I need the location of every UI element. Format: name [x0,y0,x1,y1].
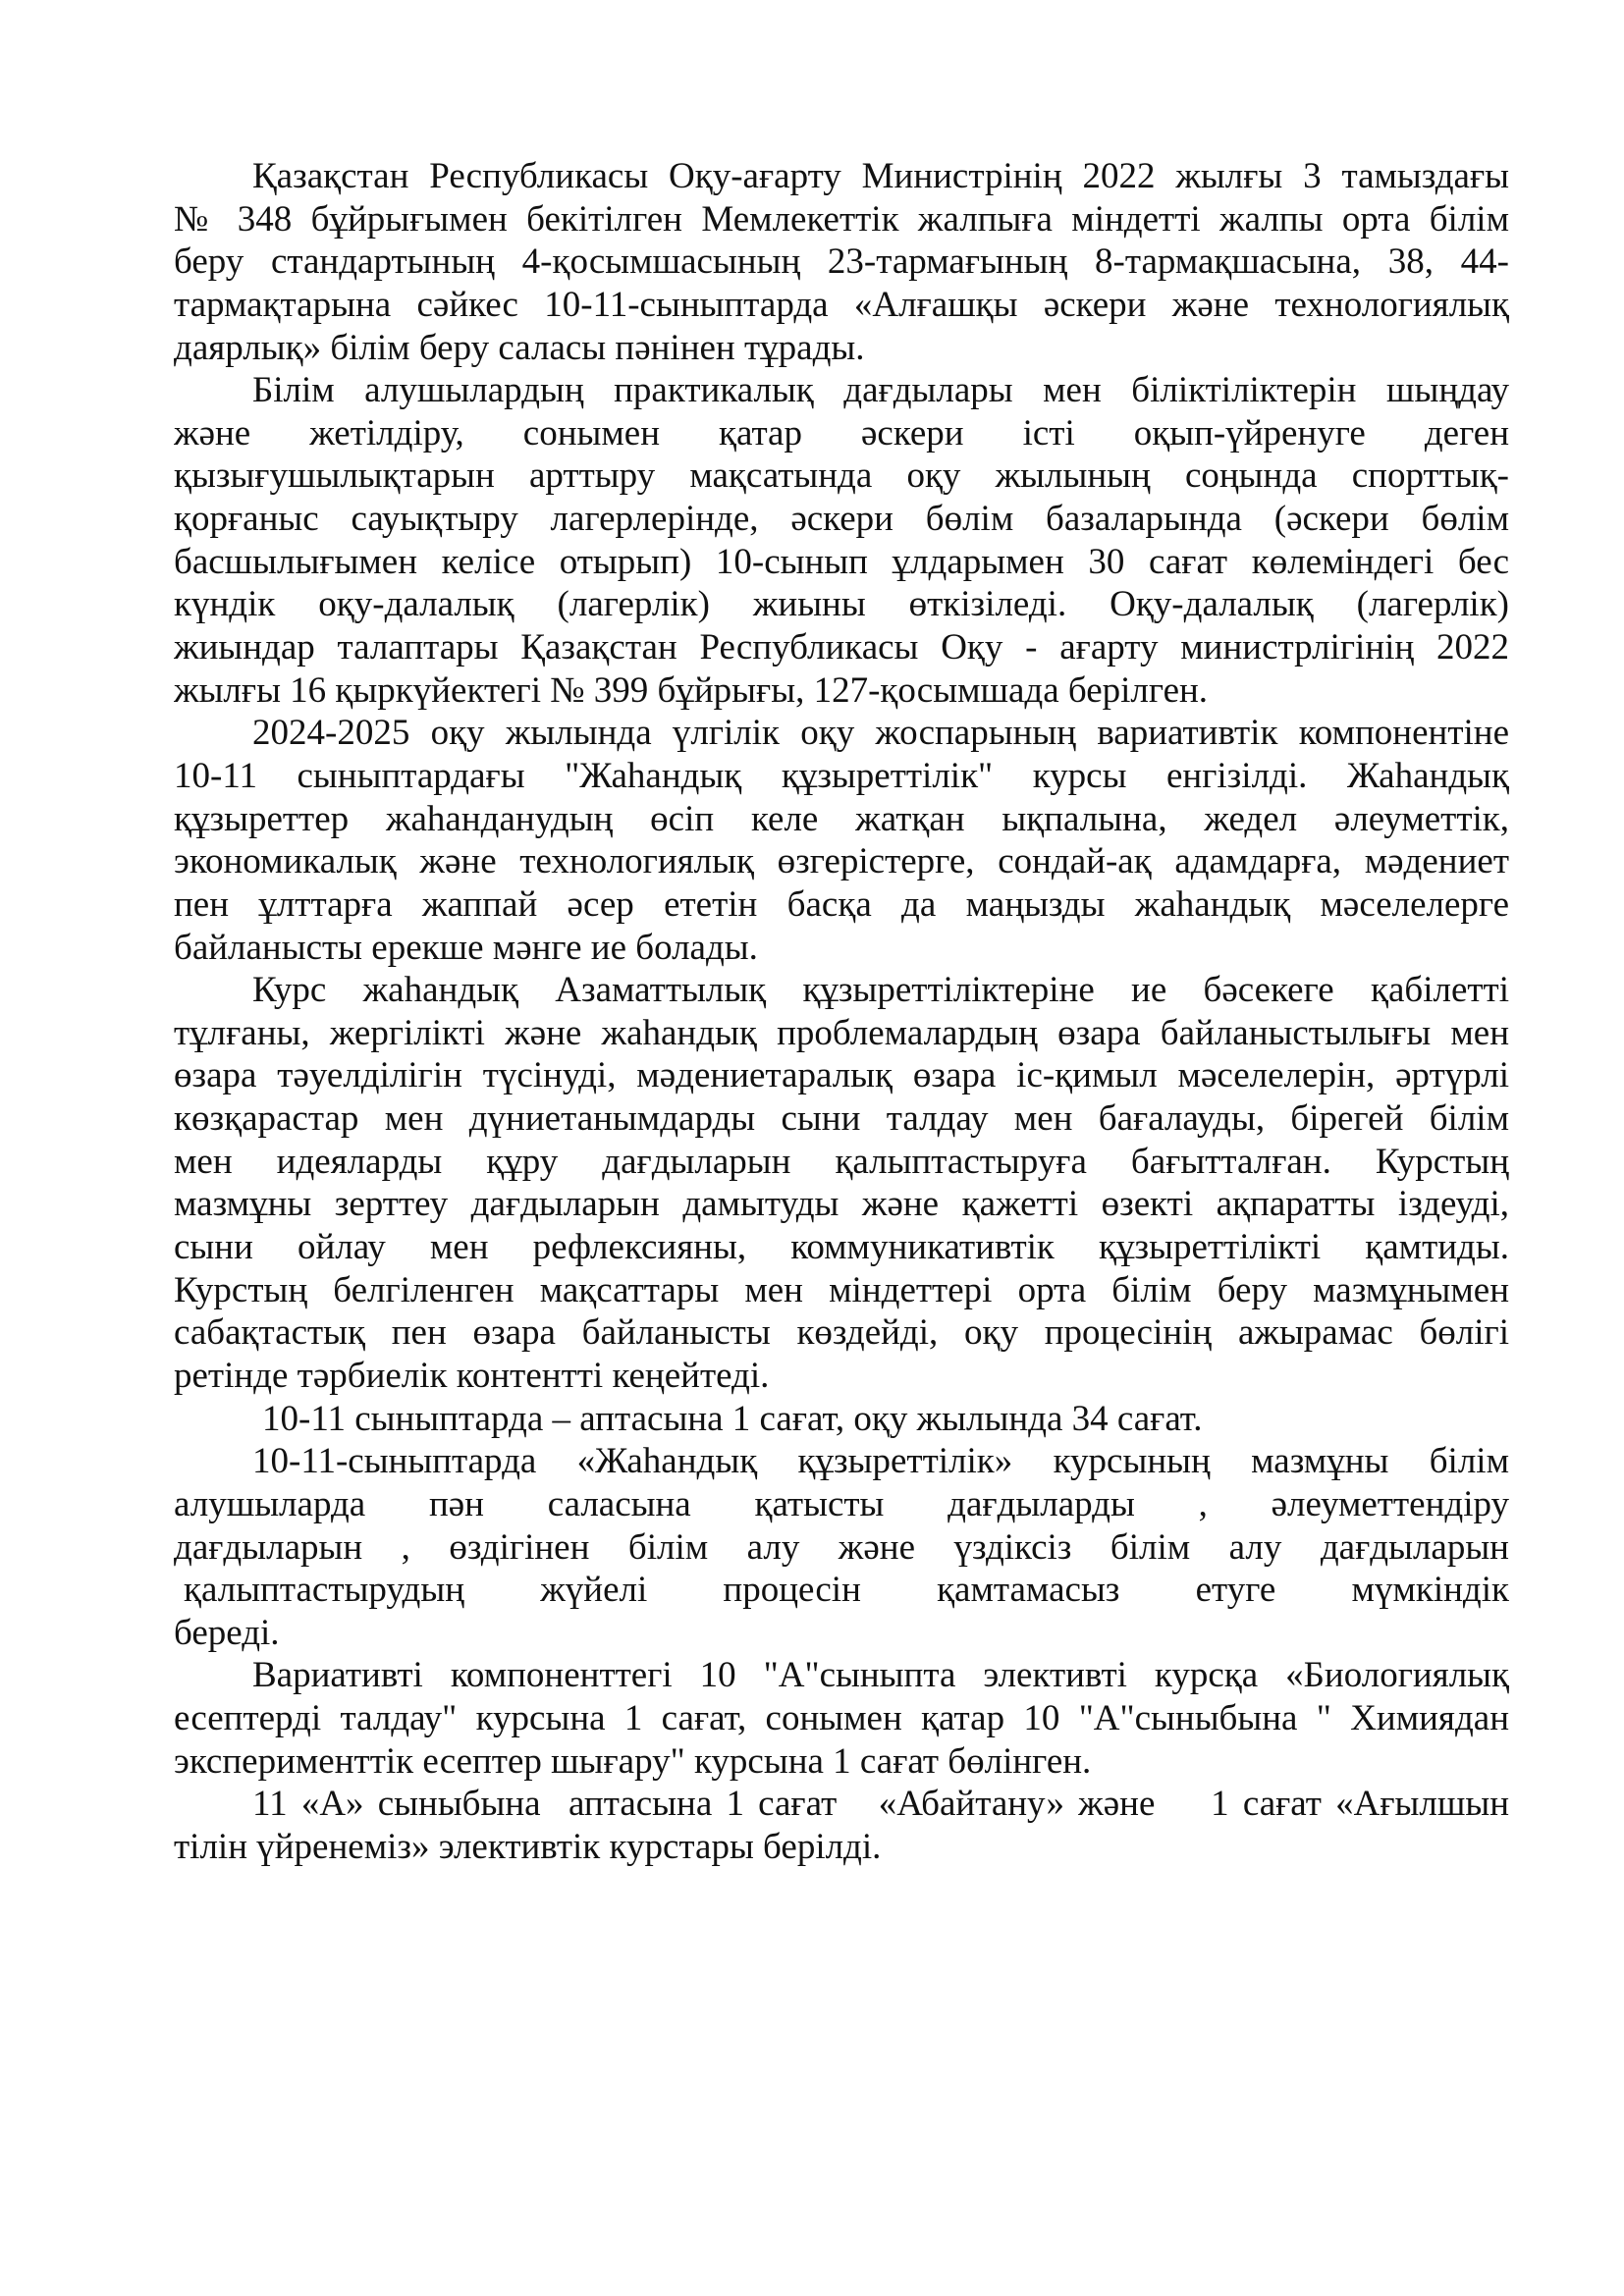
text-line: пен ұлттарға жаппай әсер ететін басқа да маңызды жаһандық мәселелерге [174,883,1509,925]
paragraph-elective-11a [174,1783,1509,1868]
paragraph-course-content [174,1440,1509,1654]
text-line: Білім алушылардың практикалық дағдылары мен біліктіліктерін шыңдау [252,370,1509,411]
text-line: экономикалық және технологиялық өзгерістерге, сондай-ақ адамдарға, мәдениет [174,841,1509,882]
text-line: тармақтарына сәйкес 10-11-сыныптарда «Алғашқы әскери және технологиялық [174,284,1509,325]
text-line: жылғы 16 қыркүйектегі № 399 бұйрығы, 127-қосымшада берілген. [174,669,1209,711]
text-line: беру стандартының 4-қосымшасының 23-тармағының 8-тармақшасына, 38, 44- [174,241,1509,283]
document-page [174,155,1509,1869]
text-line: қызығушылықтарын арттыру мақсатында оқу жылының соңында спорттық- [174,455,1509,497]
text-line: қорғаныс сауықтыру лагерлерінде, әскери бөлім базаларында (әскери бөлім [174,499,1509,540]
text-line: өзара тәуелділігін түсінуді, мәдениетаралық өзара іс-қимыл мәселелерін, әртүрлі [174,1055,1509,1096]
text-line: береді. [174,1612,280,1653]
text-line: 11 «А» сыныбына аптасына 1 сағат «Абайтану» және 1 сағат «Ағылшын [252,1784,1509,1825]
text-line: дағдыларын , өздігінен білім алу және үздіксіз білім алу дағдыларын [174,1526,1509,1568]
text-line: сабақтастық пен өзара байланысты көздейді, оқу процесінің ажырамас бөлігі [174,1312,1509,1354]
text-line: 10-11 сыныптардағы "Жаһандық құзыреттілік" курсы енгізілді. Жаһандық [174,755,1509,796]
text-line: Курс жаһандық Азаматтылық құзыреттіліктеріне ие бәсекеге қабілетті [252,970,1509,1011]
paragraph-field-camp [174,369,1509,712]
text-line: эксперименттік есептер шығару" курсына 1 сағат бөлінген. [174,1740,1092,1782]
text-line: және жетілдіру, сонымен қатар әскери істі оқып-үйренуге деген [174,412,1509,454]
paragraph-elective-10a [174,1654,1509,1783]
text-line: даярлық» білім беру саласы пәнінен тұрады. [174,327,865,368]
text-line: сыни ойлау мен рефлексияны, коммуникативтік құзыреттілікті қамтиды. [174,1227,1509,1268]
text-line: мазмұны зерттеу дағдыларын дамытуды және қажетті өзекті ақпаратты іздеуді, [174,1184,1509,1225]
text-line: № 348 бұйрығымен бекітілген Мемлекеттік жалпыға міндетті жалпы орта білім [174,198,1509,240]
text-line: алушыларда пән саласына қатысты дағдыларды , әлеуметтендіру [174,1483,1509,1524]
text-line: 10-11 сыныптарда – аптасына 1 сағат, оқу жылында 34 сағат. [262,1398,1203,1439]
text-line: Қазақстан Республикасы Оқу-ағарту Министрінің 2022 жылғы 3 тамыздағы [252,156,1509,196]
text-line: күндік оқу-далалық (лагерлік) жиыны өткізіледі. Оқу-далалық (лагерлік) [174,584,1509,625]
text-line: Вариативті компоненттегі 10 "А"сыныпта элективті курсқа «Биологиялық [252,1655,1509,1696]
text-line: 2024-2025 оқу жылында үлгілік оқу жоспарының вариативтік компонентіне [252,713,1509,754]
text-line: көзқарастар мен дүниетанымдарды сыни талдау мен бағалауды, бірегей білім [174,1098,1509,1140]
text-line: жиындар талаптары Қазақстан Республикасы Оқу - ағарту министрлігінің 2022 [174,627,1509,668]
paragraph-global-competence-intro [174,712,1509,969]
text-line: мен идеяларды құру дағдыларын қалыптастыруға бағытталған. Курстың [174,1141,1509,1182]
paragraph-standard-reference [174,155,1509,369]
text-line: басшылығымен келісе отырып) 10-сынып ұлдарымен 30 сағат көлеміндегі бес [174,541,1509,582]
text-line: ретінде тәрбиелік контентті кеңейтеді. [174,1355,770,1396]
text-line: байланысты ерекше мәнге ие болады. [174,927,758,968]
text-line: тұлғаны, жергілікті және жаһандық проблемалардың өзара байланыстылығы мен [174,1012,1509,1053]
text-line: Курстың белгіленген мақсаттары мен міндеттері орта білім беру мазмұнымен [174,1269,1509,1310]
text-line: есептерді талдау" курсына 1 сағат, сонымен қатар 10 "А"сыныбына " Химиядан [174,1698,1509,1739]
paragraph-course-goals [174,969,1509,1397]
paragraph-hours [174,1398,1509,1441]
text-line: 10-11-сыныптарда «Жаһандық құзыреттілік» курсының мазмұны білім [252,1441,1509,1482]
text-line: құзыреттер жаһанданудың өсіп келе жатқан ықпалына, жедел әлеуметтік, [174,798,1509,839]
text-line: тілін үйренеміз» элективтік курстары берілді. [174,1826,882,1867]
text-line: қалыптастырудың жүйелі процесін қамтамасыз етуге мүмкіндік [184,1570,1509,1611]
